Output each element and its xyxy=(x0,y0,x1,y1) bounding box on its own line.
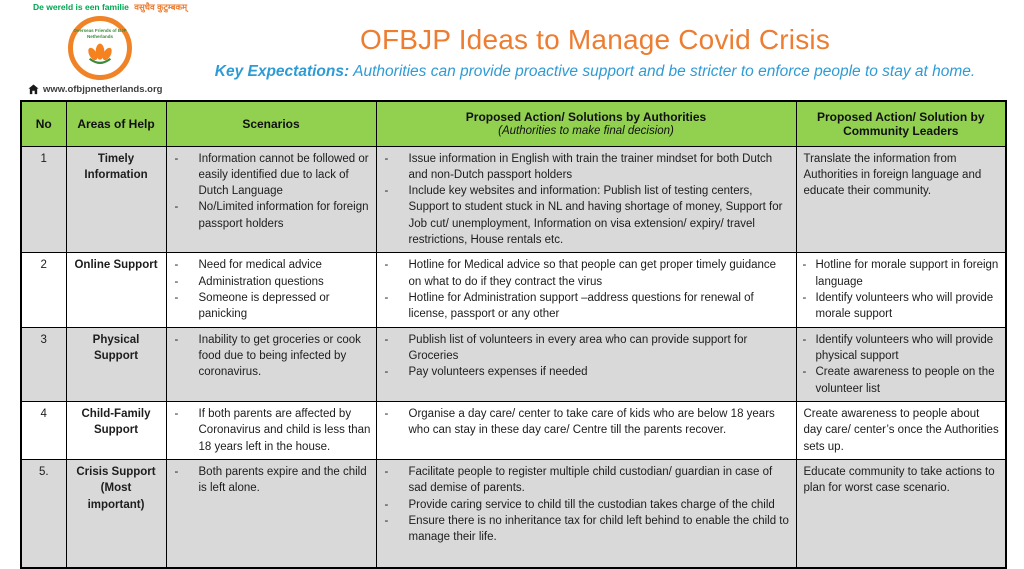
cell-community xyxy=(796,402,1006,460)
table-body xyxy=(21,146,1006,568)
bullet-dash: - xyxy=(384,292,389,305)
logo-text-line1: Overseas Friends of BJP xyxy=(73,28,127,34)
col-header-areas: Areas of Help xyxy=(66,101,166,146)
bullet-dash: - xyxy=(174,201,179,214)
lotus-icon xyxy=(84,40,116,68)
cell-authorities xyxy=(376,402,796,460)
tagline xyxy=(33,2,230,13)
table-row xyxy=(21,146,1006,253)
cell-scenarios xyxy=(166,327,376,401)
bullet-text: Issue information in English with train the trainer mindset for both Dutch and non-Dutch passport holders xyxy=(408,152,773,181)
tagline-sanskrit: वसुधैव कुटुम्बकम् xyxy=(134,2,188,12)
logo-text xyxy=(73,28,126,38)
bullet-text: Provide caring service to child till the custodian takes charge of the child xyxy=(408,498,775,511)
table-row xyxy=(21,402,1006,460)
bullet-text: Hotline for morale support in foreign language xyxy=(815,259,999,288)
bullet-dash: - xyxy=(384,515,389,528)
bullet-item xyxy=(802,257,1001,290)
cell-area: Physical Support xyxy=(66,327,166,401)
bullet-item xyxy=(382,257,791,290)
table-row xyxy=(21,460,1006,568)
bullet-item xyxy=(382,513,791,546)
cell-community xyxy=(796,253,1006,327)
key-expectations-label: Key Expectations: xyxy=(214,63,350,80)
table-row xyxy=(21,253,1006,327)
bullet-text: Someone is depressed or panicking xyxy=(198,292,330,321)
bullet-text: Pay volunteers expenses if needed xyxy=(408,366,588,379)
bullet-text: Hotline for Medical advice so that people can get proper timely guidance on what to do if they contract the virus xyxy=(408,259,777,288)
bullet-text: Ensure there is no inheritance tax for child left behind to enable the child to manage their life. xyxy=(408,515,789,544)
bullet-dash: - xyxy=(174,292,179,305)
cell-community xyxy=(796,146,1006,253)
cell-no: 1 xyxy=(21,146,66,253)
bullet-text: Facilitate people to register multiple child custodian/ guardian in case of sad demise of parents. xyxy=(408,466,773,495)
tagline-dutch: De wereld is een familie xyxy=(33,2,129,12)
bullet-item xyxy=(172,406,371,455)
table-row xyxy=(21,327,1006,401)
bullet-text: Identify volunteers who will provide physical support xyxy=(815,333,994,363)
col-header-authorities-title: Proposed Action/ Solutions by Authorities xyxy=(465,110,707,125)
cell-no: 2 xyxy=(21,253,66,327)
title-block xyxy=(170,24,1020,81)
cell-no: 3 xyxy=(21,327,66,401)
cell-text: Create awareness to people about day care/ center’s once the Authorities sets up. xyxy=(803,408,999,453)
cell-community xyxy=(796,460,1006,568)
bullet-dash: - xyxy=(174,152,179,165)
bullet-item xyxy=(172,332,371,381)
bullet-text: Administration questions xyxy=(198,275,324,288)
bullet-item xyxy=(172,464,371,497)
bullet-item xyxy=(382,464,791,497)
cell-authorities xyxy=(376,327,796,401)
bullet-dash: - xyxy=(384,152,389,165)
page-title: OFBJP Ideas to Manage Covid Crisis xyxy=(359,24,831,55)
cell-scenarios xyxy=(166,402,376,460)
bullet-dash: - xyxy=(384,185,389,198)
col-header-authorities-subtitle: (Authorities to make final decision) xyxy=(498,125,674,138)
cell-text: Translate the information from Authorities in foreign language and educate their community. xyxy=(803,152,982,198)
cell-area: Crisis Support (Most important) xyxy=(66,460,166,568)
cell-area: Timely Information xyxy=(66,146,166,253)
ofbjp-logo xyxy=(68,16,132,80)
bullet-item xyxy=(802,290,1001,323)
bullet-text: Identify volunteers who will provide morale support xyxy=(815,292,994,321)
bullet-dash: - xyxy=(802,366,807,379)
cell-scenarios xyxy=(166,146,376,253)
bullet-dash: - xyxy=(802,292,807,305)
cell-area: Online Support xyxy=(66,253,166,327)
bullet-dash: - xyxy=(174,408,179,421)
bullet-item xyxy=(802,332,1001,365)
bullet-dash: - xyxy=(174,333,179,346)
bullet-item xyxy=(172,151,371,200)
bullet-dash: - xyxy=(174,466,179,479)
bullet-item xyxy=(802,364,1001,397)
website-text: www.ofbjpnetherlands.org xyxy=(43,84,163,95)
bullet-item xyxy=(382,183,791,248)
key-expectations-text: Authorities can provide proactive support and be stricter to enforce people to stay at home. xyxy=(353,63,976,80)
cell-authorities xyxy=(376,253,796,327)
cell-no: 4 xyxy=(21,402,66,460)
bullet-text: Organise a day care/ center to take care of kids who are below 18 years who can stay in these day care/ Centre till the parents recover. xyxy=(408,408,775,437)
bullet-dash: - xyxy=(802,259,807,272)
bullet-dash: - xyxy=(384,366,389,379)
cell-community xyxy=(796,327,1006,401)
home-icon xyxy=(28,84,39,95)
cell-authorities xyxy=(376,146,796,253)
bullet-dash: - xyxy=(174,275,179,288)
bullet-dash: - xyxy=(384,498,389,511)
logo-inner xyxy=(73,28,126,67)
bullet-text: Hotline for Administration support –address questions for renewal of license, passport or any other xyxy=(408,292,754,321)
bullet-dash: - xyxy=(802,333,807,346)
bullet-item xyxy=(382,151,791,184)
cell-area: Child-Family Support xyxy=(66,402,166,460)
bullet-text: Inability to get groceries or cook food due to being infected by coronavirus. xyxy=(198,333,361,379)
cell-authorities xyxy=(376,460,796,568)
bullet-item xyxy=(382,406,791,439)
bullet-item xyxy=(172,274,371,290)
bullet-text: Include key websites and information: Publish list of testing centers, Support to student stuck in NL and having shortage of money, Support for Job cut/ unemployment, Information on visa extension/ expiry/ travel restrictions, House rentals etc. xyxy=(408,185,783,247)
table-header xyxy=(21,101,1006,146)
bullet-text: Need for medical advice xyxy=(198,259,322,272)
bullet-item xyxy=(382,497,791,513)
bullet-item xyxy=(382,364,791,380)
bullet-dash: - xyxy=(384,333,389,346)
col-header-community: Proposed Action/ Solution by Community Leaders xyxy=(796,101,1006,146)
cell-no: 5. xyxy=(21,460,66,568)
cell-scenarios xyxy=(166,253,376,327)
bullet-item xyxy=(172,199,371,232)
logo-text-line2: Netherlands xyxy=(86,33,113,39)
bullet-item xyxy=(172,290,371,323)
bullet-text: No/Limited information for foreign passport holders xyxy=(198,201,369,230)
bullet-item xyxy=(382,332,791,365)
bullet-text: Create awareness to people on the volunteer list xyxy=(815,366,995,395)
bullet-dash: - xyxy=(384,408,389,421)
bullet-text: If both parents are affected by Coronavirus and child is less than 18 years left in the house. xyxy=(198,408,371,453)
cell-text: Educate community to take actions to plan for worst case scenario. xyxy=(803,466,995,495)
col-header-authorities xyxy=(376,101,796,146)
key-expectations xyxy=(170,63,1020,81)
bullet-item xyxy=(172,257,371,273)
col-header-no: No xyxy=(21,101,66,146)
bullet-text: Publish list of volunteers in every area who can provide support for Groceries xyxy=(408,333,748,363)
ideas-table xyxy=(20,100,1007,569)
website-link xyxy=(28,84,230,95)
bullet-dash: - xyxy=(174,259,179,272)
bullet-item xyxy=(382,290,791,323)
bullet-dash: - xyxy=(384,466,389,479)
bullet-text: Information cannot be followed or easily identified due to lack of Dutch Language xyxy=(198,152,369,198)
cell-scenarios xyxy=(166,460,376,568)
col-header-scenarios: Scenarios xyxy=(166,101,376,146)
bullet-text: Both parents expire and the child is left alone. xyxy=(198,466,367,495)
bullet-dash: - xyxy=(384,259,389,272)
